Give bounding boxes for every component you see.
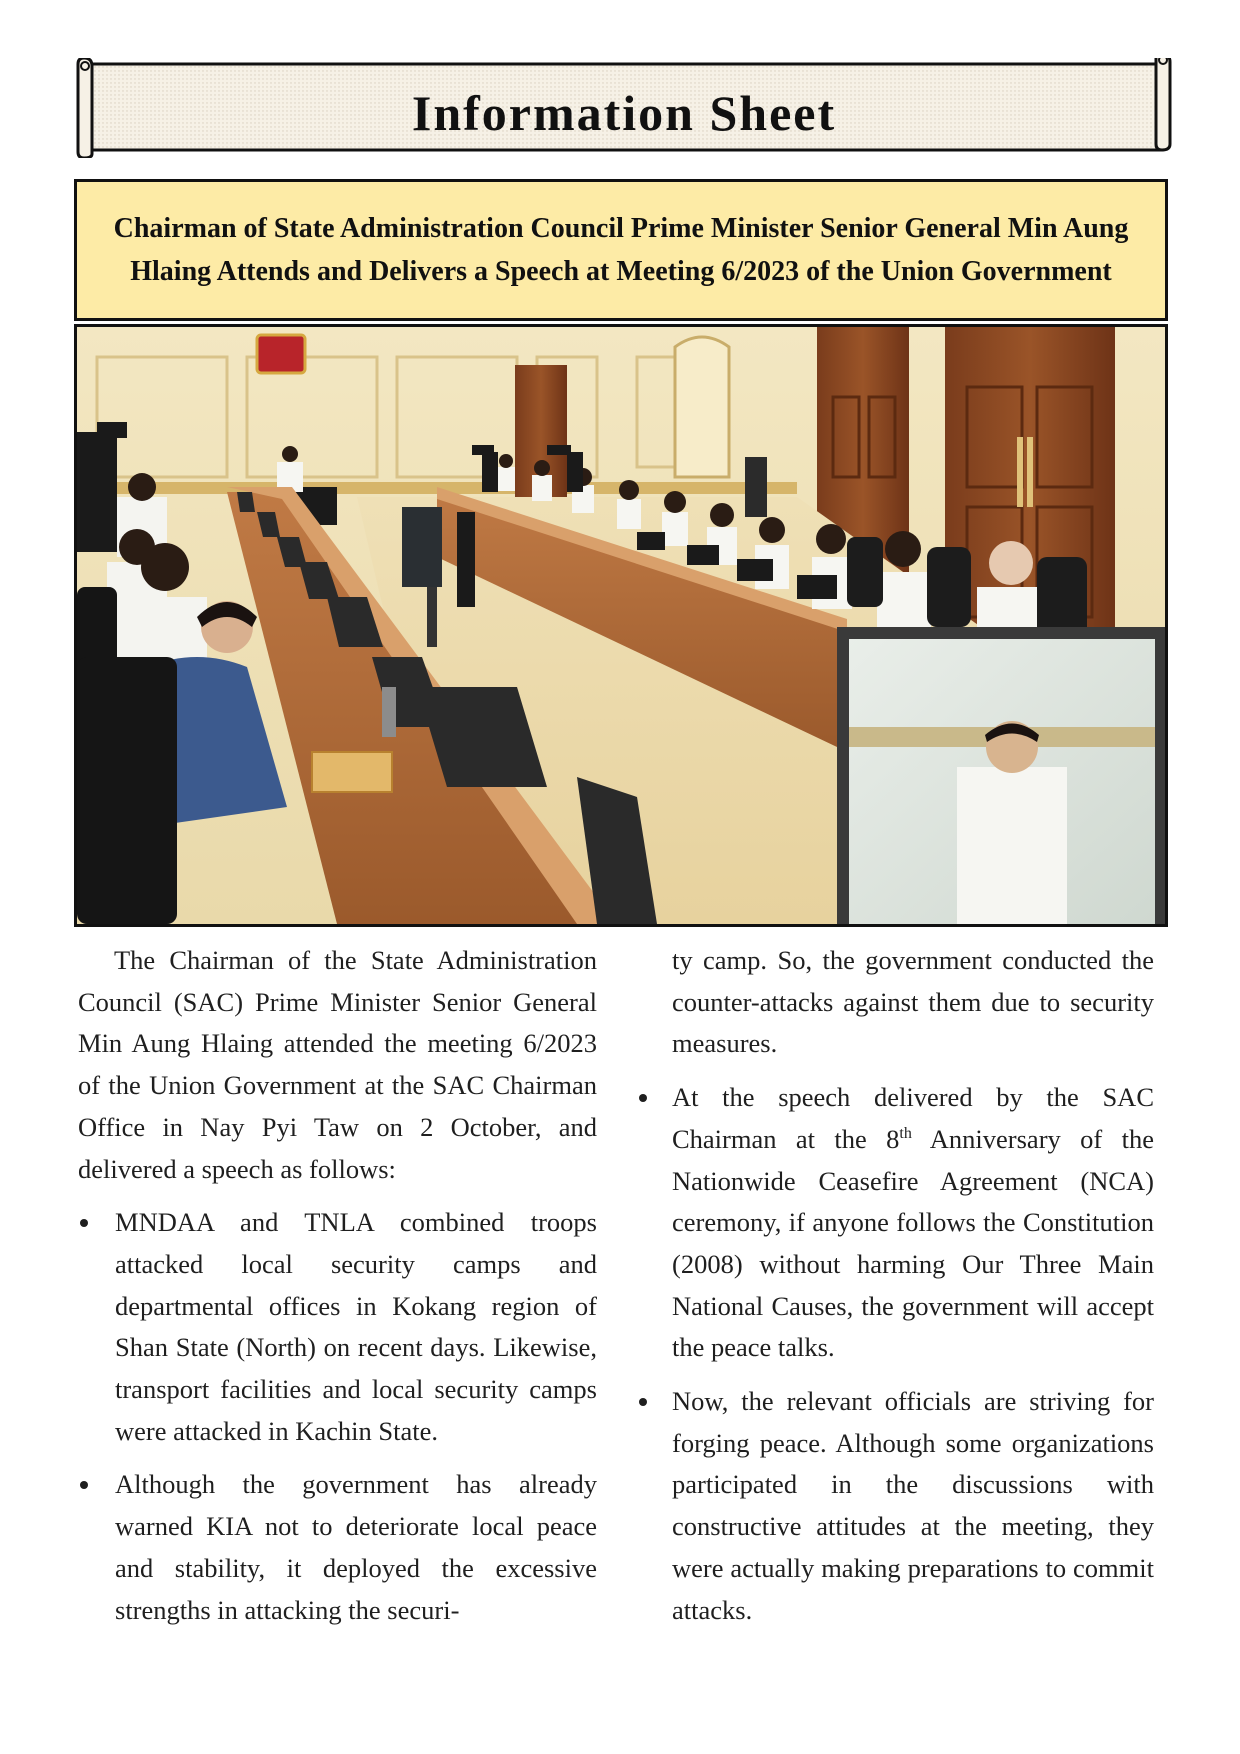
page-title: Information Sheet xyxy=(411,85,837,141)
bullet-text-part: At the speech delivered by the SAC Chairman at the 8 xyxy=(672,1082,1154,1154)
meeting-room-image xyxy=(77,327,1165,924)
bullet-icon xyxy=(639,1094,647,1102)
meeting-photo xyxy=(74,324,1168,927)
bullet-item xyxy=(672,1381,1154,1631)
title-banner xyxy=(74,58,1174,158)
bullet-icon xyxy=(80,1481,88,1489)
bullet-continuation: ty camp. So, the government conducted the counter-attacks against them due to security measures. xyxy=(672,945,1154,1059)
superscript: th xyxy=(899,1124,912,1142)
headline-text: Chairman of State Administration Council Prime Minister Senior General Min Aung Hlaing Attends and Delivers a Speech at Meeting 6/2023 of the Union Government xyxy=(113,213,1129,287)
bullet-icon xyxy=(80,1219,88,1227)
left-column xyxy=(78,940,597,1631)
bullet-text-part: Anniversary of the Nationwide Ceasefire Agreement (NCA) ceremony, if anyone follows the Constitution (2008) without harming Our Three Main National Causes, the government will accept the peace talks. xyxy=(672,1123,1154,1363)
bullet-text: Now, the relevant officials are striving for forging peace. Although some organizations participated in the discussions with constructive attitudes at the meeting, they were actually making preparations to commit attacks. xyxy=(672,1386,1154,1625)
bullet-text: Although the government has already warned KIA not to deteriorate local peace and stability, it deployed the excessive strengths in attacking the securi- xyxy=(115,1469,597,1625)
bullet-item xyxy=(672,1077,1154,1369)
bullet-icon xyxy=(639,1398,647,1406)
right-column xyxy=(672,940,1154,1631)
bullet-text: MNDAA and TNLA combined troops attacked local security camps and departmental offices in Kokang region of Shan State (North) on recent days. Likewise, transport facilities and local security camps were attacked in Kachin State. xyxy=(115,1207,597,1446)
bullet-item xyxy=(78,1464,597,1631)
intro-paragraph: The Chairman of the State Administration Council (SAC) Prime Minister Senior General Min Aung Hlaing attended the meeting 6/2023 of the Union Government at the SAC Chairman Office in Nay Pyi Taw on 2 October, and delivered a speech as follows: xyxy=(78,945,597,1184)
bullet-item xyxy=(78,1202,597,1452)
headline-box xyxy=(74,179,1168,321)
